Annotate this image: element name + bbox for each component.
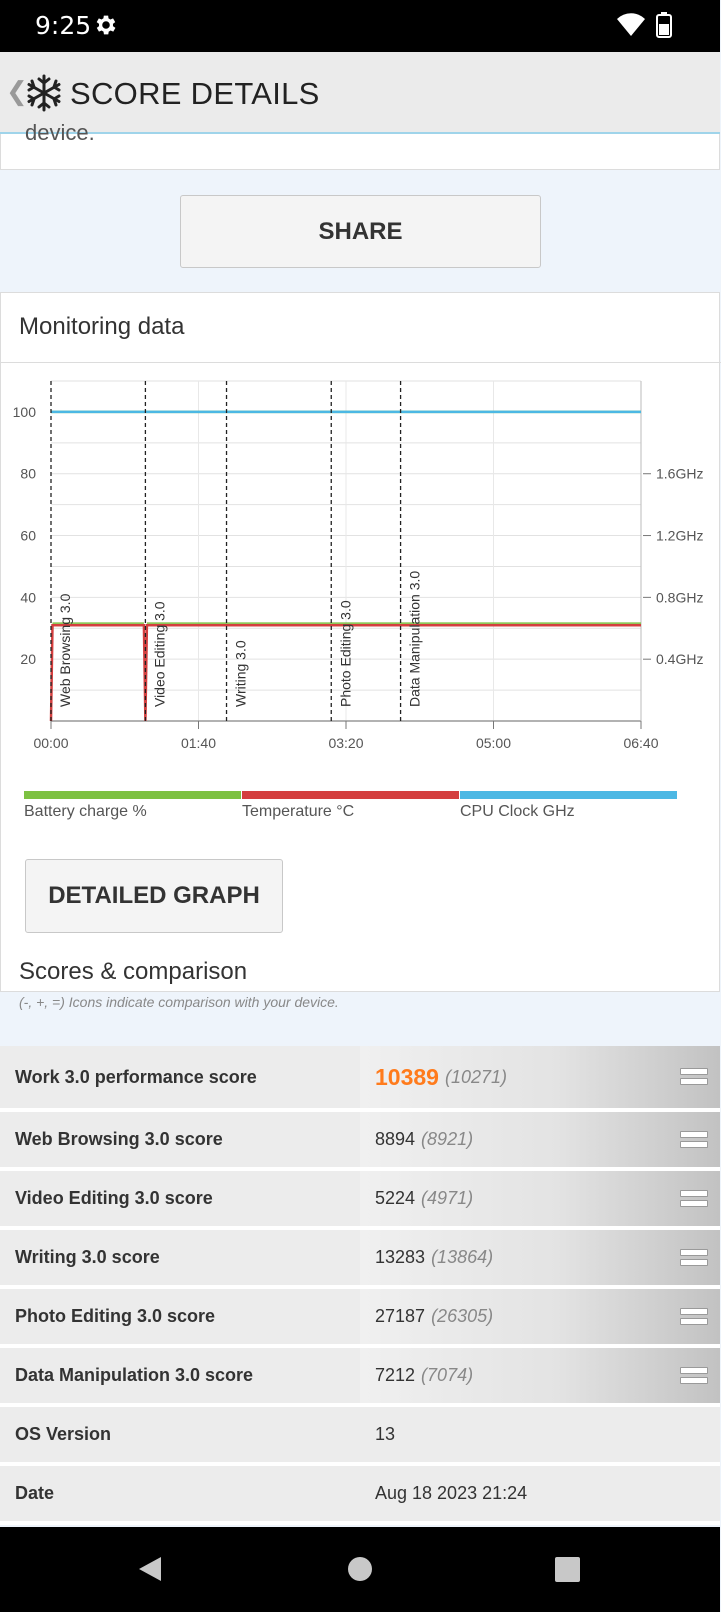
score-value-cell — [360, 1171, 720, 1226]
legend-battery-swatch — [24, 791, 241, 799]
score-row — [0, 1289, 720, 1348]
monitoring-chart — [1, 363, 721, 783]
legend-cpu-clock — [460, 791, 677, 831]
phase-label: Web Browsing 3.0 — [57, 593, 73, 707]
score-value-cell — [360, 1466, 720, 1521]
score-value: Aug 18 2023 21:24 — [375, 1483, 528, 1503]
detailed-graph-button[interactable]: DETAILED GRAPH — [25, 859, 283, 933]
phase-label: Photo Editing 3.0 — [337, 600, 354, 707]
score-value-cell — [360, 1046, 720, 1108]
monitoring-header — [1, 293, 721, 363]
legend-temperature-swatch — [242, 791, 459, 799]
legend-battery-label: Battery charge % — [24, 803, 147, 820]
equal-icon — [680, 1367, 706, 1385]
navigation-bar — [0, 1527, 720, 1612]
y-right-tick-label: 0.4GHz — [656, 651, 704, 668]
back-chevron-icon[interactable]: ❮ — [6, 77, 28, 107]
score-row — [0, 1112, 720, 1171]
score-value-cell — [360, 1407, 720, 1462]
legend-cpu-clock-label: CPU Clock GHz — [460, 803, 575, 820]
score-value: 13 — [375, 1424, 396, 1444]
scores-subtitle: (-, +, =) Icons indicate comparison with your device. — [19, 994, 339, 1010]
legend-cpu-clock-swatch — [460, 791, 677, 799]
score-value: 7212 — [375, 1365, 416, 1385]
share-button[interactable]: SHARE — [180, 195, 541, 268]
legend-temperature-label: Temperature °C — [242, 803, 355, 820]
y-left-tick-label: 60 — [20, 527, 36, 544]
x-tick-label: 00:00 — [33, 735, 69, 751]
equal-icon — [680, 1308, 706, 1326]
phase-label: Data Manipulation 3.0 — [406, 570, 423, 707]
legend-battery — [24, 791, 241, 831]
equal-icon — [680, 1068, 706, 1086]
y-left-tick-label: 20 — [20, 651, 36, 668]
score-comparison-value: (10271) — [444, 1066, 508, 1087]
status-time: 9:25 — [35, 11, 92, 40]
score-value: 27187 — [375, 1306, 426, 1326]
score-label: Date — [0, 1466, 360, 1521]
score-comparison-value: (7074) — [421, 1365, 474, 1385]
score-label: OS Version — [0, 1407, 360, 1462]
app-bar — [0, 52, 720, 134]
scores-table — [0, 1046, 720, 1525]
equal-icon — [680, 1190, 706, 1208]
score-comparison-value: (4971) — [421, 1188, 474, 1208]
settings-gear-icon — [93, 12, 119, 38]
score-value: 13283 — [375, 1247, 426, 1267]
nav-home-icon[interactable] — [348, 1557, 372, 1581]
wifi-icon — [617, 13, 645, 37]
score-row — [0, 1230, 720, 1289]
monitoring-title: Monitoring data — [19, 313, 185, 340]
score-label: Writing 3.0 score — [0, 1230, 360, 1285]
score-comparison-value: (26305) — [431, 1306, 494, 1326]
y-left-tick-label: 100 — [12, 403, 36, 420]
score-row — [0, 1171, 720, 1230]
score-comparison-value: (8921) — [421, 1129, 474, 1149]
status-bar — [0, 0, 720, 52]
equal-icon — [680, 1131, 706, 1149]
score-label: Web Browsing 3.0 score — [0, 1112, 360, 1167]
score-value: 5224 — [375, 1188, 416, 1208]
x-tick-label: 05:00 — [475, 735, 512, 751]
score-label: Video Editing 3.0 score — [0, 1171, 360, 1226]
x-tick-label: 01:40 — [180, 735, 217, 751]
score-row — [0, 1466, 720, 1525]
score-row — [0, 1407, 720, 1466]
previous-card-text: device. — [25, 120, 95, 145]
score-label: Data Manipulation 3.0 score — [0, 1348, 360, 1403]
page-title: SCORE DETAILS — [70, 76, 320, 111]
score-value-cell — [360, 1289, 720, 1344]
y-right-tick-label: 1.6GHz — [656, 465, 704, 482]
nav-back-icon[interactable] — [137, 1555, 163, 1583]
y-right-tick-label: 0.8GHz — [656, 589, 704, 606]
y-right-tick-label: 1.2GHz — [656, 527, 704, 544]
monitoring-card — [0, 292, 720, 1010]
y-left-tick-label: 40 — [20, 589, 36, 606]
legend-temperature — [242, 791, 459, 831]
y-left-tick-label: 80 — [20, 465, 36, 482]
score-value: 10389 — [375, 1063, 439, 1090]
score-value: 8894 — [375, 1129, 416, 1149]
score-row — [0, 1348, 720, 1407]
equal-icon — [680, 1249, 706, 1267]
nav-recent-apps-icon[interactable] — [555, 1557, 580, 1582]
phase-label: Writing 3.0 — [232, 640, 249, 707]
score-comparison-value: (13864) — [431, 1247, 494, 1267]
phase-label: Video Editing 3.0 — [151, 601, 168, 707]
score-label: Work 3.0 performance score — [0, 1046, 360, 1108]
snowflake-logo-icon — [24, 73, 64, 113]
previous-card — [0, 120, 720, 170]
x-tick-label: 03:20 — [328, 735, 364, 751]
x-tick-label: 06:40 — [623, 735, 659, 751]
battery-icon — [656, 12, 672, 38]
score-label: Photo Editing 3.0 score — [0, 1289, 360, 1344]
score-value-cell — [360, 1348, 720, 1403]
score-value-cell — [360, 1112, 720, 1167]
score-row — [0, 1046, 720, 1112]
score-value-cell — [360, 1230, 720, 1285]
scores-title: Scores & comparison — [19, 958, 248, 985]
